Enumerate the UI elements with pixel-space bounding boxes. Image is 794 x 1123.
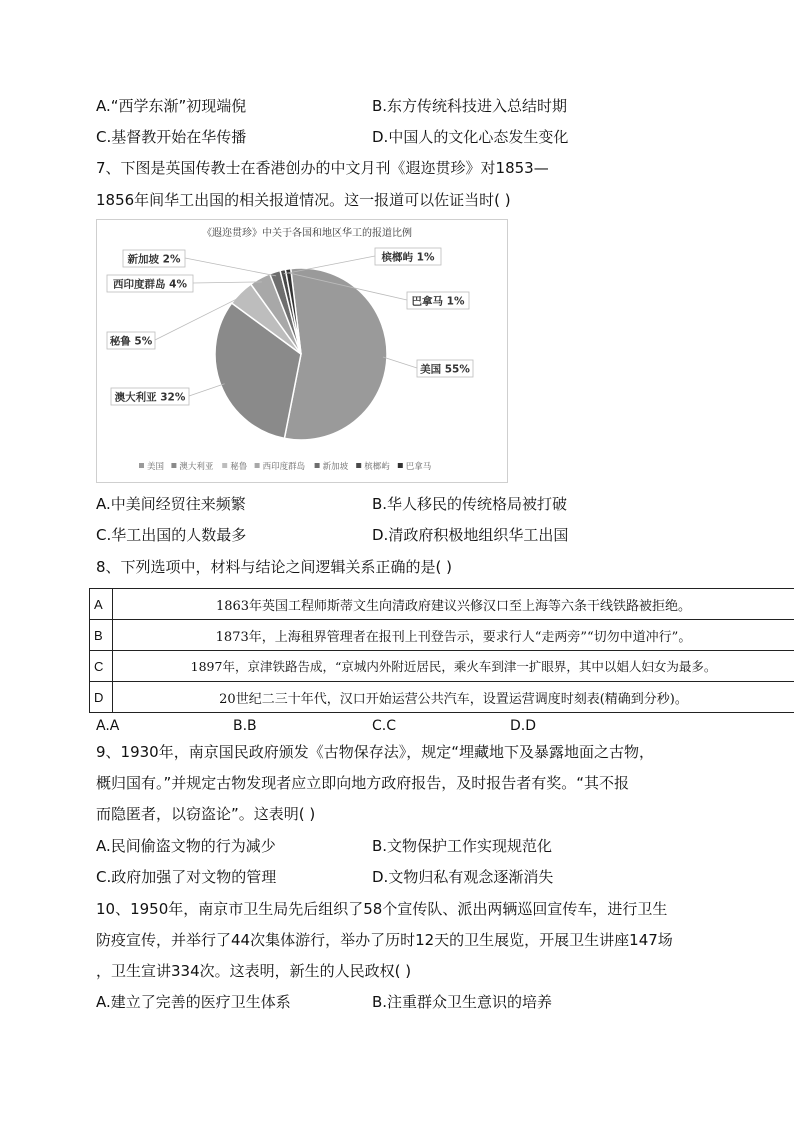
callout-line-5 [185,258,276,276]
row-text: 1897年，京津铁路告成，“京城内外附近居民，乘火车到津一扩眼界，其中以娼人妇女为最多。 [113,651,794,682]
q9-stem-line2: 概归国有。”并规定古物发现者应立即向地方政府报告，及时报告者有奖。“其不报 [96,774,630,792]
legend-swatch-5 [315,463,320,468]
q7-option-c[interactable]: C.华工出国的人数最多 [96,526,247,544]
q10-option-a[interactable]: A.建立了完善的医疗卫生体系 [96,993,291,1011]
q6-option-b[interactable]: B.东方传统科技进入总结时期 [372,97,568,115]
q7-option-a[interactable]: A.中美间经贸往来频繁 [96,495,246,513]
legend-swatch-6 [356,463,361,468]
row-key: D [90,682,113,713]
callout-line-1 [383,357,417,368]
q7-option-b[interactable]: B.华人移民的传统格局被打破 [372,495,568,513]
q9-option-d[interactable]: D.文物归私有观念逐渐消失 [372,868,554,886]
q8-option-a[interactable]: A.A [96,718,120,734]
table-row [90,682,794,713]
data-label-3: 秘鲁 5% [109,335,153,348]
legend-item-2: 澳大利亚 [179,462,214,472]
q9-option-c[interactable]: C.政府加强了对文物的管理 [96,868,277,886]
q10-option-b[interactable]: B.注重群众卫生意识的培养 [372,993,553,1011]
row-key: B [90,620,113,651]
q7-stem-line2: 1856年间华工出国的相关报道情况。这一报道可以佐证当时( ) [96,191,511,209]
q10-stem-line2: 防疫宣传，并举行了44次集体游行，举办了历时12天的卫生展览，开展卫生讲座147场 [96,931,673,949]
legend-swatch-4 [255,463,260,468]
chart-title: 《遐迩贯珍》中关于各国和地区华工的报道比例 [202,228,412,239]
legend-swatch-1 [139,463,144,468]
row-text: 1863年英国工程师斯蒂文生向清政府建议兴修汉口至上海等六条干线铁路被拒绝。 [113,589,794,620]
q8-stem: 8、下列选项中，材料与结论之间逻辑关系正确的是( ) [96,558,453,576]
legend-item-4: 西印度群岛 [262,462,306,472]
q9-option-a[interactable]: A.民间偷盗文物的行为减少 [96,837,276,855]
pie-chart-container [96,219,508,483]
data-label-7: 巴拿马 1% [411,295,465,308]
legend-swatch-2 [171,463,176,468]
callout-line-2 [189,384,225,396]
table-row [90,620,794,651]
pie-chart [97,220,507,482]
q9-stem-line3: 而隐匿者，以窃盗论”。这表明( ) [96,805,316,823]
table-row [90,651,794,682]
q9-stem-line1: 9、1930年，南京国民政府颁发《古物保存法》，规定“埋藏地下及暴露地面之古物， [96,743,654,761]
q9-option-b[interactable]: B.文物保护工作实现规范化 [372,837,553,855]
q10-stem-line1: 10、1950年，南京市卫生局先后组织了58个宣传队、派出两辆巡回宣传车，进行卫生 [96,900,668,918]
legend-item-5: 新加坡 [322,462,349,472]
legend-item-3: 秘鲁 [230,462,248,472]
data-label-4: 西印度群岛 4% [113,278,187,291]
q6-option-a[interactable]: A.“西学东渐”初现端倪 [96,97,247,115]
legend-item-7: 巴拿马 [405,462,432,472]
legend-item-1: 美国 [147,462,165,472]
callout-line-6 [284,256,375,274]
q10-stem-line3: ，卫生宣讲334次。这表明，新生的人民政权( ) [96,962,412,980]
legend-swatch-7 [398,463,403,468]
row-key: C [90,651,113,682]
table-row [90,589,794,620]
q6-option-d[interactable]: D.中国人的文化心态发生变化 [372,128,569,146]
row-key: A [90,589,113,620]
q8-option-d[interactable]: D.D [510,718,537,734]
data-label-2: 澳大利亚 32% [114,391,186,404]
legend-item-6: 槟榔屿 [364,462,390,472]
q8-option-b[interactable]: B.B [233,718,257,734]
data-label-6: 槟榔屿 1% [381,251,435,264]
q7-option-d[interactable]: D.清政府积极地组织华工出国 [372,526,569,544]
q8-option-c[interactable]: C.C [372,718,397,734]
row-text: 20世纪二三十年代，汉口开始运营公共汽车，设置运营调度时刻表(精确到分秒)。 [113,682,794,713]
q8-material-table [89,588,794,713]
data-label-1: 美国 55% [420,363,470,376]
q6-option-c[interactable]: C.基督教开始在华传播 [96,128,247,146]
q7-stem-line1: 7、下图是英国传教士在香港创办的中文月刊《遐迩贯珍》对1853— [96,159,549,177]
legend-swatch-3 [222,463,227,468]
data-label-5: 新加坡 2% [127,253,181,266]
row-text: 1873年，上海租界管理者在报刊上刊登告示，要求行人“走两旁”“切勿中道冲行”。 [113,620,794,651]
